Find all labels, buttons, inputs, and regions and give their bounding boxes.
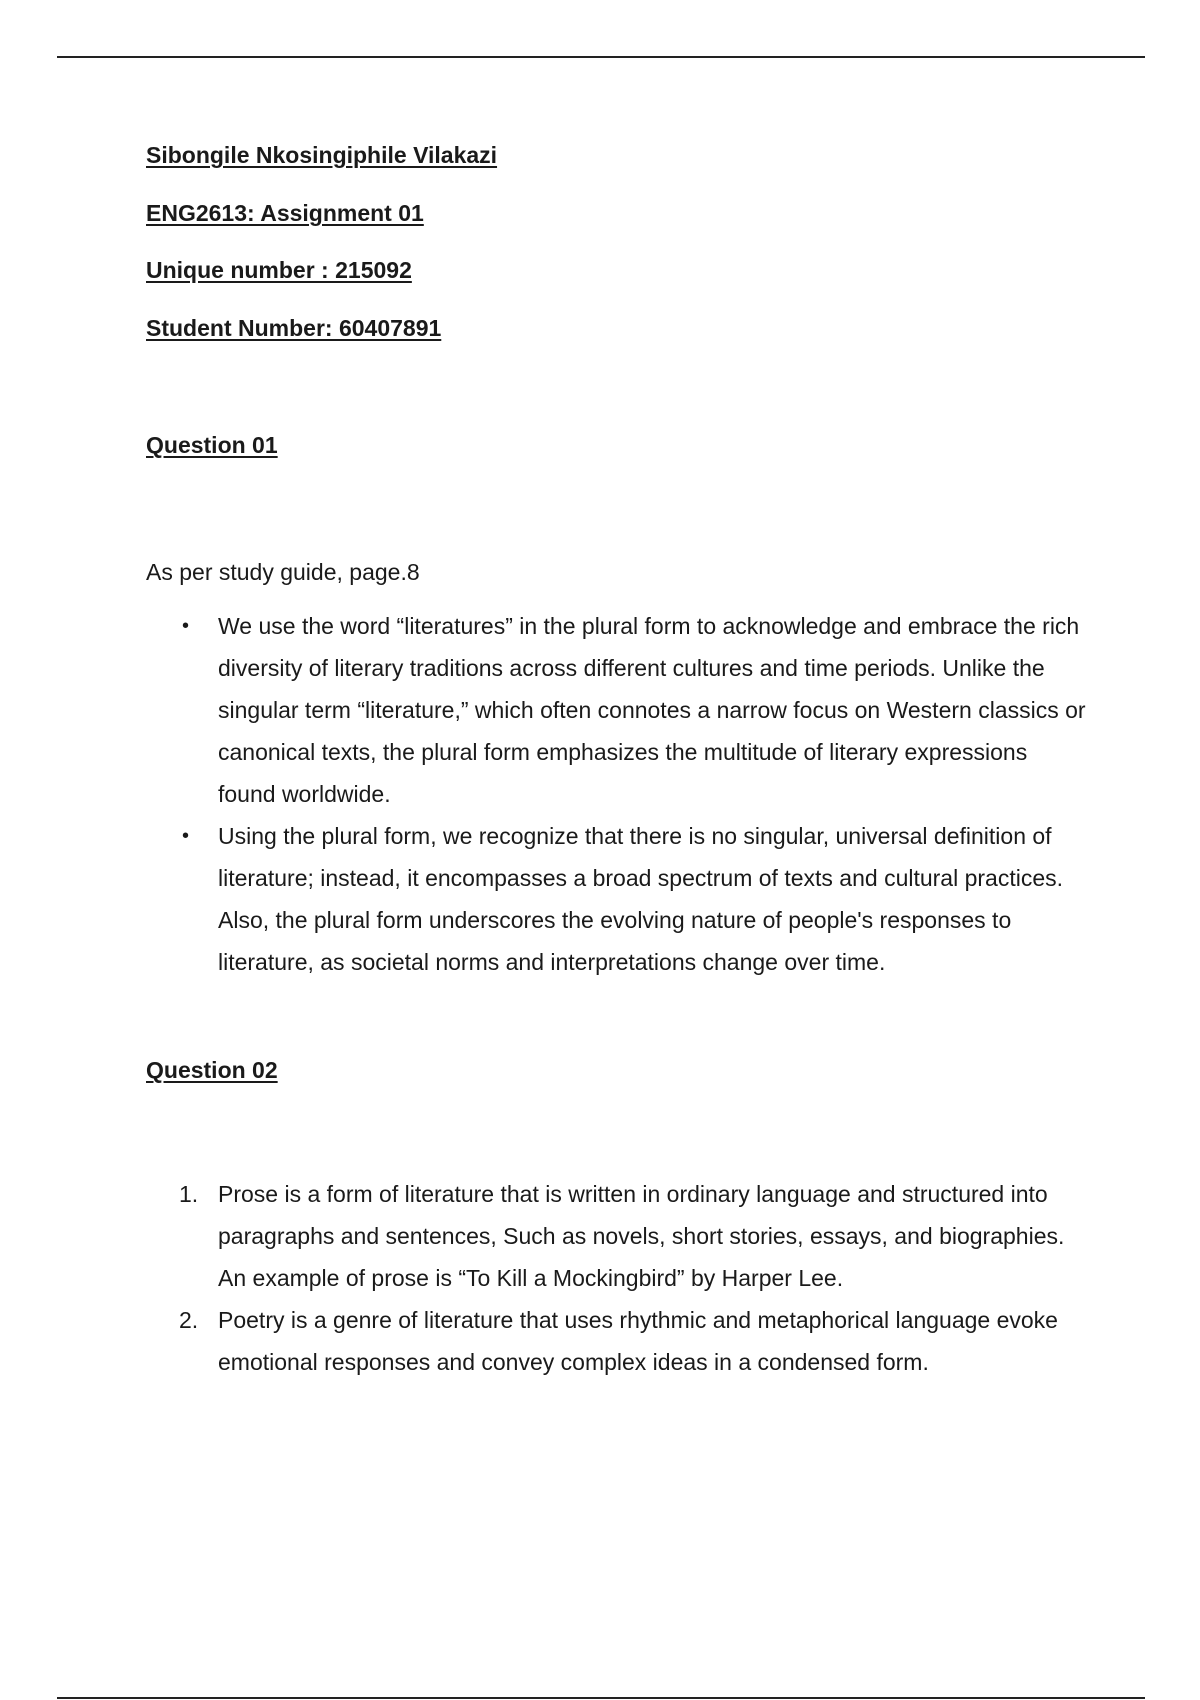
list-item xyxy=(146,1299,1086,1383)
item-text: Poetry is a genre of literature that uses rhythmic and metaphorical language evoke emotional responses and convey complex ideas in a condensed form. xyxy=(218,1307,1058,1375)
assignment-title: ENG2613: Assignment 01 xyxy=(146,200,424,226)
bullet-icon: • xyxy=(182,615,190,637)
list-number: 1. xyxy=(179,1181,199,1207)
bullet-icon: • xyxy=(182,825,190,847)
student-number: Student Number: 60407891 xyxy=(146,315,442,341)
question-01-intro: As per study guide, page.8 xyxy=(146,559,420,585)
question-02-numbered-list xyxy=(146,1173,1086,1383)
bottom-rule xyxy=(57,1697,1145,1699)
list-item xyxy=(146,605,1086,815)
question-02-heading: Question 02 xyxy=(146,1057,278,1083)
top-rule xyxy=(57,56,1145,58)
question-01-bullet-list xyxy=(146,605,1086,983)
student-name: Sibongile Nkosingiphile Vilakazi xyxy=(146,142,498,168)
list-number: 2. xyxy=(179,1307,199,1333)
question-01-heading: Question 01 xyxy=(146,432,278,458)
item-example: An example of prose is “To Kill a Mockingbird” by Harper Lee. xyxy=(218,1265,844,1291)
bullet-text: We use the word “literatures” in the plural form to acknowledge and embrace the rich diversity of literary traditions across different cultures and time periods. Unlike the singular term “literature,” which often connotes a narrow focus on Western classics or canonical texts, the plural form emphasizes the multitude of literary expressions found worldwide. xyxy=(218,613,1086,807)
document-body xyxy=(146,140,1086,1383)
bullet-text: Using the plural form, we recognize that there is no singular, universal definition of literature; instead, it encompasses a broad spectrum of texts and cultural practices. Also, the plural form underscores the evolving nature of people's responses to literature, as societal norms and interpretations change over time. xyxy=(218,823,1064,975)
unique-number: Unique number : 215092 xyxy=(146,257,412,283)
list-item xyxy=(146,815,1086,983)
list-item xyxy=(146,1173,1086,1299)
item-text: Prose is a form of literature that is written in ordinary language and structured into paragraphs and sentences, Such as novels, short stories, essays, and biographies. xyxy=(218,1181,1065,1249)
